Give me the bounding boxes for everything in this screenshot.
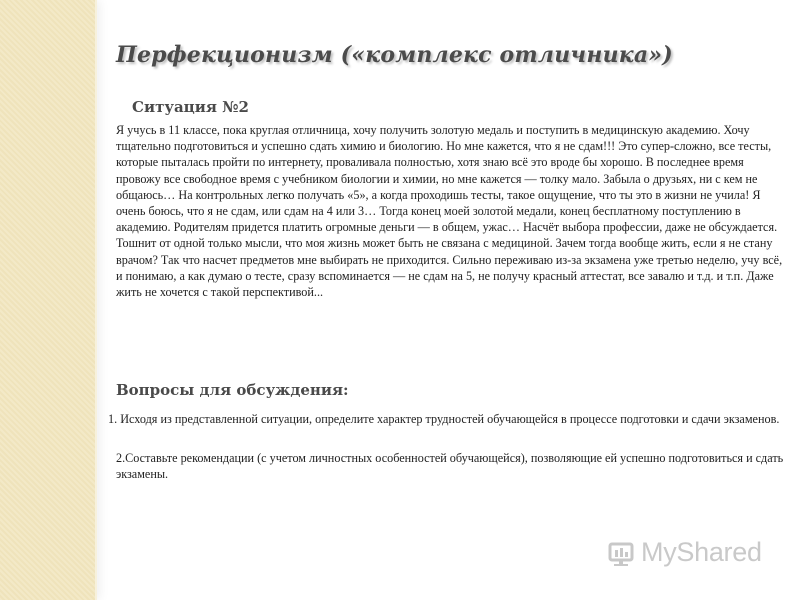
situation-text: Я учусь в 11 классе, пока круглая отличница, хочу получить золотую медаль и поступить в медицинскую академию. Хочу тщательно подготовиться и успешно сдать химию и биологию. Но мне кажется, что я не сдам!!! Это супер-сложно, все тесты, которые пыталась пройти по интернету, проваливала полностью, хотя знаю всё это вроде бы хорошо. В последнее время провожу все свободное время с учебником биологии и химии, но мне кажется — толку мало. Забыла о друзьях, ни с кем не общаюсь… На контрольных легко получать «5», а когда проходишь тесты, такое ощущение, что ты это в жизни не учила! Я очень боюсь, что я не сдам, или сдам на 4 или 3… Тогда конец моей золотой медали, конец бесплатному поступлению в академию. Родителям придется платить огромные деньги — в общем, ужас… Насчёт выбора профессии, даже не обсуждается. Тошнит от одной только мысли, что моя жизнь может быть не связана с медициной. Зачем тогда вообще жить, если я не стану врачом? Так что насчет предметов мне выбирать не приходится. Сильно переживаю из-за экзамена уже третью неделю, учу всё, и понимаю, а как думаю о тесте, сразу вспоминается — не сдам на 5, не получу красный аттестат, все завалю и т.д. и т.п. Даже жить не хочется с такой перспективой... (116, 123, 783, 300)
question-1: 1. Исходя из представленной ситуации, определите характер трудностей обучающейся в процессе подготовки и сдачи экзаменов. (108, 412, 780, 426)
questions-heading: Вопросы для обсуждения: (116, 381, 349, 399)
myshared-logo-icon (607, 538, 639, 568)
decorative-sidebar (0, 0, 95, 600)
myshared-logo-text: MyShared (641, 537, 762, 567)
slide-title: Перфекционизм («комплекс отличника») (116, 42, 673, 68)
question-2: 2.Составьте рекомендации (с учетом личностных особенностей обучающейся), позволяющие ей успешно подготовиться и сдать экзамены. (116, 451, 784, 482)
situation-heading: Ситуация №2 (132, 98, 249, 116)
myshared-watermark (607, 537, 762, 568)
sidebar-edge (95, 0, 97, 600)
